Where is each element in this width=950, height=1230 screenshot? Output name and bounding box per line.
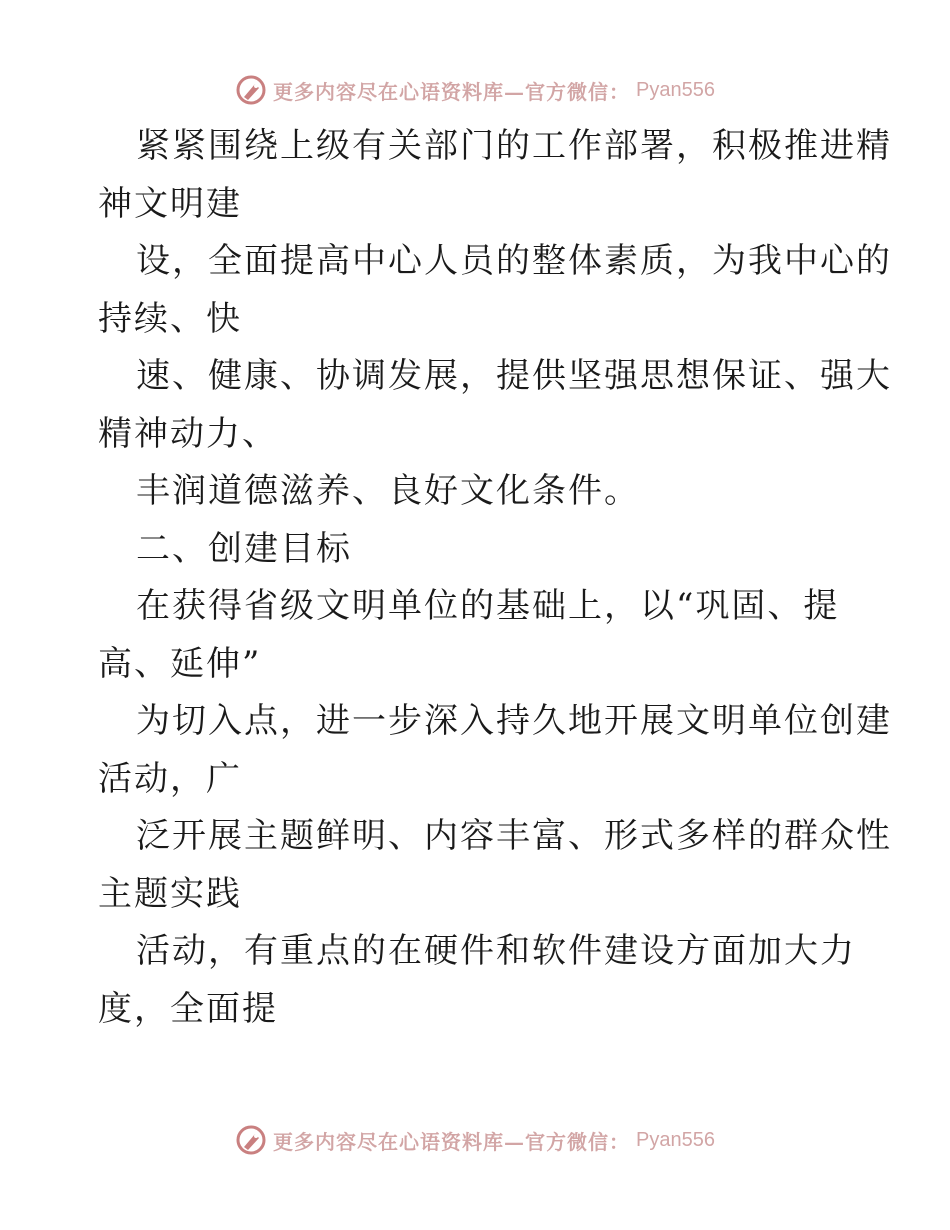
watermark-text: 更多内容尽在心语资料库—官方微信： — [273, 79, 631, 104]
body-line: 活动，广 — [98, 758, 242, 799]
body-line: 丰润道德滋养、良好文化条件。 — [136, 471, 640, 511]
body-line: 精神动力、 — [98, 413, 278, 454]
pen-nib-seal-icon — [235, 1124, 267, 1156]
header-watermark — [0, 70, 950, 110]
body-line: 活动，有重点的在硬件和软件建设方面加大力 — [136, 931, 856, 971]
pen-nib-seal-icon — [235, 74, 267, 106]
body-line: 神文明建 — [98, 183, 242, 224]
body-line: 设，全面提高中心人员的整体素质，为我中心的 — [136, 241, 892, 281]
body-line: 速、健康、协调发展，提供坚强思想保证、强大 — [136, 356, 892, 396]
body-line: 泛开展主题鲜明、内容丰富、形式多样的群众性 — [136, 816, 892, 856]
watermark-text: 更多内容尽在心语资料库—官方微信： — [273, 1129, 631, 1154]
body-line: 主题实践 — [98, 873, 242, 914]
body-line: 为切入点，进一步深入持久地开展文明单位创建 — [136, 701, 892, 741]
body-line: 紧紧围绕上级有关部门的工作部署，积极推进精 — [136, 126, 892, 166]
body-line: 高、延伸” — [98, 643, 262, 684]
body-line: 度，全面提 — [98, 988, 278, 1029]
watermark-wechat-id: Pyan556 — [636, 1128, 715, 1151]
footer-watermark — [0, 1120, 950, 1160]
watermark-wechat-id: Pyan556 — [636, 78, 715, 101]
document-body — [98, 118, 892, 1038]
body-line: 在获得省级文明单位的基础上，以“巩固、提 — [136, 586, 840, 626]
body-line: 持续、快 — [98, 298, 242, 339]
section-heading: 二、创建目标 — [136, 528, 352, 569]
